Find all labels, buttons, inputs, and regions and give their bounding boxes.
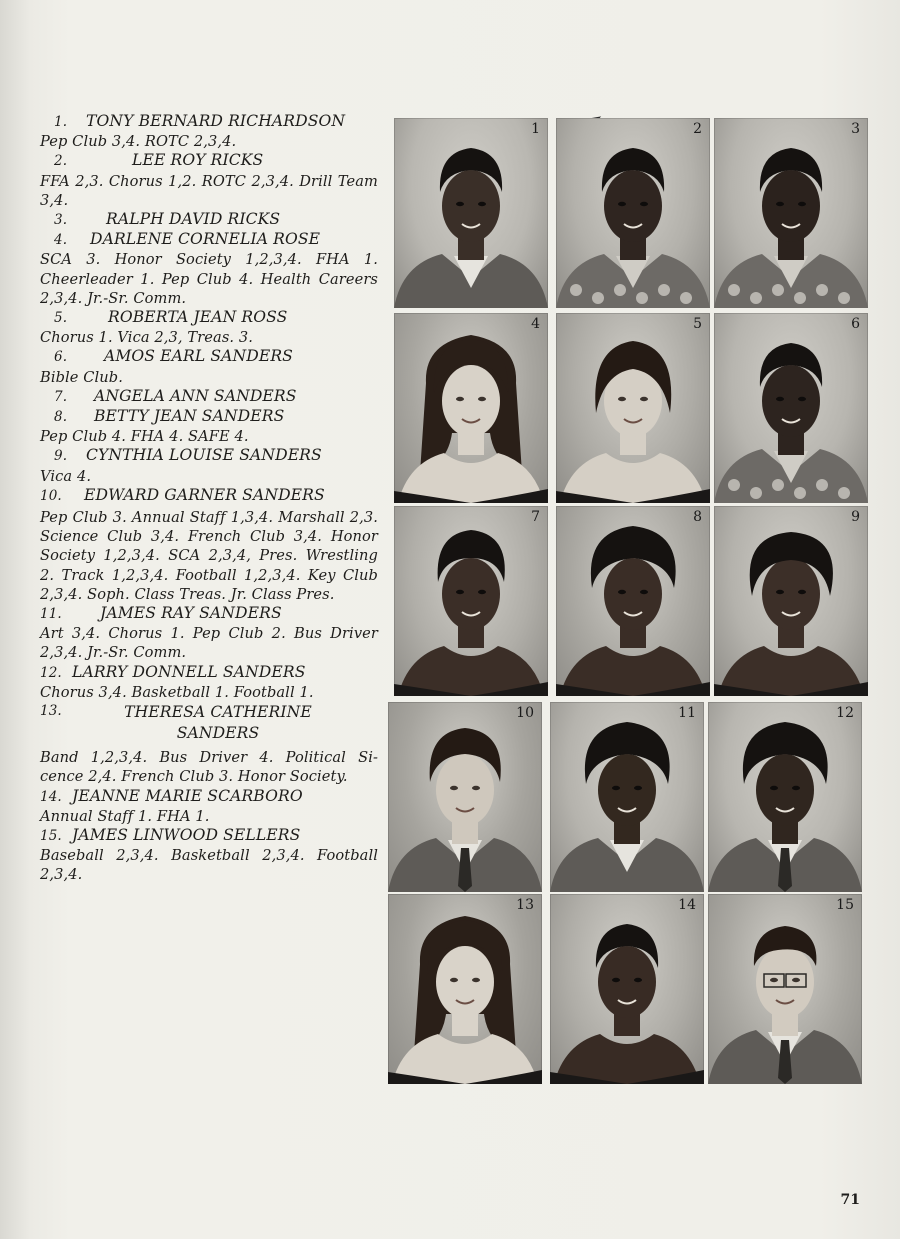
entry-number: 3. xyxy=(54,212,68,229)
portrait-figure xyxy=(708,702,862,892)
student-activities: Vica 4. xyxy=(40,467,92,485)
portrait-figure xyxy=(714,506,868,696)
student-entry xyxy=(40,486,378,604)
entry-number: 13. xyxy=(40,703,62,720)
student-activities: Band 1,2,3,4. Bus Driver 4. Political Si- cence 2,4. French Club 3. Honor Society. xyxy=(40,749,378,786)
portrait-number: 11 xyxy=(678,705,696,721)
student-name: BETTY JEAN SANDERS xyxy=(94,407,285,426)
student-entry xyxy=(40,112,378,151)
student-name: THERESA CATHERINE SANDERS xyxy=(124,703,312,743)
student-portrait xyxy=(714,118,868,308)
portrait-figure xyxy=(714,313,868,503)
portrait-figure xyxy=(556,118,710,308)
student-name: JAMES LINWOOD SELLERS xyxy=(72,825,301,844)
portrait-figure xyxy=(388,702,542,892)
entry-number: 2. xyxy=(54,153,68,170)
portrait-grid xyxy=(388,118,870,1090)
portrait-figure xyxy=(550,702,704,892)
student-activities: Chorus 1. Vica 2,3, Treas. 3. xyxy=(40,329,254,347)
student-entry xyxy=(40,347,378,386)
portrait-number: 2 xyxy=(693,121,702,137)
portrait-number: 13 xyxy=(516,897,534,913)
entry-number: 11. xyxy=(40,606,62,623)
portrait-figure xyxy=(394,118,548,308)
student-entry xyxy=(40,663,378,702)
entry-number: 1. xyxy=(54,114,68,130)
student-entry xyxy=(40,604,378,663)
student-name: JAMES RAY SANDERS xyxy=(100,604,282,623)
portrait-figure xyxy=(550,894,704,1084)
student-activities: Pep Club 3,4. ROTC 2,3,4. xyxy=(40,133,237,151)
student-entry xyxy=(40,446,378,485)
student-portrait xyxy=(394,313,548,503)
portrait-figure xyxy=(388,894,542,1084)
student-name: LEE ROY RICKS xyxy=(132,151,264,170)
student-entry xyxy=(40,787,378,826)
entry-number: 14. xyxy=(40,788,62,805)
student-activities: Baseball 2,3,4. Basketball 2,3,4. Football 2,3,4. xyxy=(40,847,378,884)
portrait-number: 3 xyxy=(851,121,860,137)
portrait-figure xyxy=(714,118,868,308)
portrait-number: 8 xyxy=(693,509,702,525)
student-portrait xyxy=(714,313,868,503)
portrait-number: 15 xyxy=(836,897,854,913)
student-portrait xyxy=(556,506,710,696)
student-name: ANGELA ANN SANDERS xyxy=(94,386,297,405)
student-name: TONY BERNARD RICHARDSON xyxy=(86,112,346,130)
entry-number: 10. xyxy=(40,487,62,504)
student-portrait xyxy=(708,702,862,892)
portrait-figure xyxy=(394,313,548,503)
portrait-number: 1 xyxy=(531,121,540,137)
student-portrait xyxy=(394,118,548,308)
student-portrait xyxy=(388,894,542,1084)
student-portrait xyxy=(550,894,704,1084)
student-name: EDWARD GARNER SANDERS xyxy=(84,485,325,504)
entry-number: 9. xyxy=(54,448,68,465)
student-portrait xyxy=(556,313,710,503)
student-name: RALPH DAVID RICKS xyxy=(106,210,281,229)
student-name: JEANNE MARIE SCARBORO xyxy=(72,786,303,805)
student-activities: Art 3,4. Chorus 1. Pep Club 2. Bus Driver 2,3,4. Jr.-Sr. Comm. xyxy=(40,625,378,662)
student-name: AMOS EARL SANDERS xyxy=(104,347,293,366)
entry-number: 4. xyxy=(54,232,68,249)
entry-number: 5. xyxy=(54,310,68,327)
portrait-number: 10 xyxy=(516,705,534,721)
entry-number: 8. xyxy=(54,409,68,426)
student-entry xyxy=(40,702,378,786)
portrait-figure xyxy=(556,313,710,503)
student-activities: SCA 3. Honor Society 1,2,3,4. FHA 1. Cheerleader 1. Pep Club 4. Health Careers 2,3,4. Jr.-Sr. Comm. xyxy=(40,251,378,307)
student-portrait xyxy=(556,118,710,308)
student-activities: Bible Club. xyxy=(40,368,123,386)
student-portrait xyxy=(388,702,542,892)
entry-number: 12. xyxy=(40,664,62,681)
portrait-number: 7 xyxy=(531,509,540,525)
portrait-number: 9 xyxy=(851,509,860,525)
student-portrait xyxy=(394,506,548,696)
portrait-figure xyxy=(556,506,710,696)
student-entry xyxy=(40,387,378,407)
student-entry xyxy=(40,308,378,347)
student-list xyxy=(40,112,378,885)
student-portrait xyxy=(708,894,862,1084)
portrait-number: 5 xyxy=(693,316,702,332)
page-number: 71 xyxy=(840,1192,860,1208)
student-activities: Pep Club 3. Annual Staff 1,3,4. Marshall 2,3. Science Club 3,4. French Club 3,4. Honor Society 1,2,3,4. SCA 2,3,4, Pres. Wrestling 2. Track 1,2,3,4. Football 1,2,3,4. Key Club 2,3,4. Soph. Class Treas. Jr. Class Pres. xyxy=(40,509,378,603)
entry-number: 15. xyxy=(40,827,62,844)
student-name: DARLENE CORNELIA ROSE xyxy=(90,230,321,249)
student-entry xyxy=(40,407,378,446)
portrait-number: 12 xyxy=(836,705,854,721)
portrait-number: 4 xyxy=(531,316,540,332)
student-entry xyxy=(40,210,378,230)
portrait-number: 6 xyxy=(851,316,860,332)
student-activities: Chorus 3,4. Basketball 1. Football 1. xyxy=(40,683,314,701)
student-activities: Pep Club 4. FHA 4. SAFE 4. xyxy=(40,428,249,446)
portrait-number: 14 xyxy=(678,897,696,913)
portrait-figure xyxy=(708,894,862,1084)
student-entry xyxy=(40,151,378,210)
student-name: LARRY DONNELL SANDERS xyxy=(72,662,306,681)
entry-number: 7. xyxy=(54,388,68,405)
entry-number: 6. xyxy=(54,349,68,366)
portrait-figure xyxy=(394,506,548,696)
student-name: ROBERTA JEAN ROSS xyxy=(108,308,288,327)
student-entry xyxy=(40,826,378,885)
student-entry xyxy=(40,230,378,308)
student-activities: FFA 2,3. Chorus 1,2. ROTC 2,3,4. Drill Team 3,4. xyxy=(40,172,378,209)
student-portrait xyxy=(550,702,704,892)
student-activities: Annual Staff 1. FHA 1. xyxy=(40,807,210,825)
student-portrait xyxy=(714,506,868,696)
student-name: CYNTHIA LOUISE SANDERS xyxy=(86,446,322,465)
